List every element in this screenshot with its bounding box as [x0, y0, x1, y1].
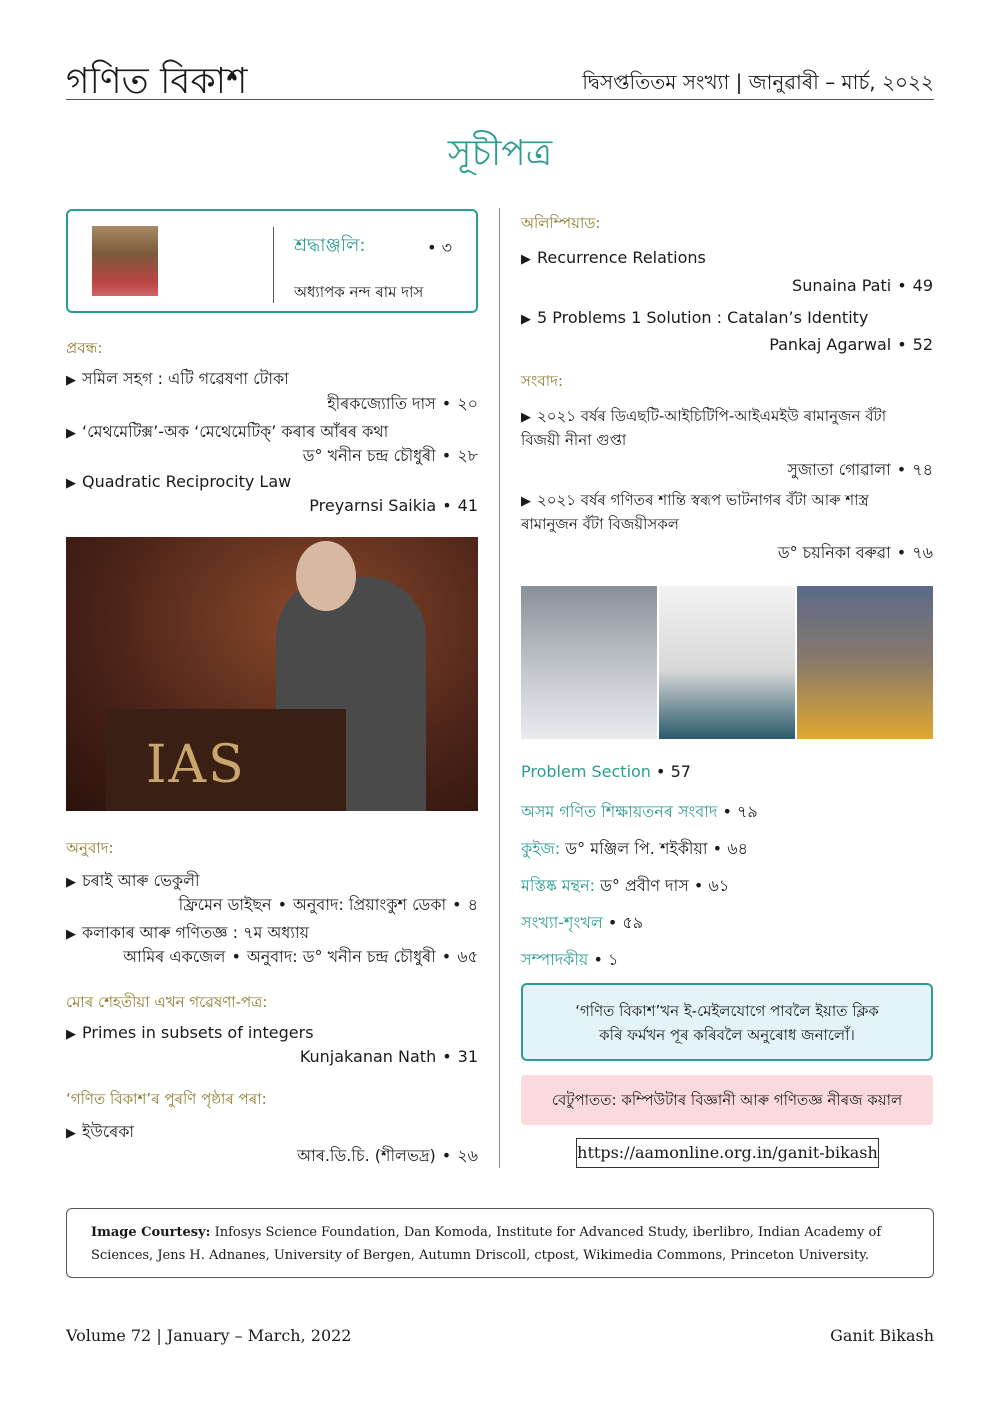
- website-link[interactable]: https://aamonline.org.in/ganit-bikash: [576, 1138, 879, 1168]
- toc-entry[interactable]: ▶ ‘মেথমেটিক্স’-অক ‘মেথেমেটিক্’ কৰাৰ আঁৰৰ কথা: [66, 422, 389, 441]
- triangle-icon: ▶: [66, 1027, 76, 1042]
- triangle-icon: ▶: [66, 476, 76, 491]
- triangle-icon: ▶: [521, 410, 531, 425]
- toc-entry[interactable]: ▶ 5 Problems 1 Solution : Catalan’s Identity: [521, 308, 869, 327]
- toc-entry[interactable]: ▶ ইউৰেকা: [66, 1122, 135, 1141]
- toc-entry[interactable]: ▶ কলাকাৰ আৰু গণিতজ্ঞ : ৭ম অধ্যায়: [66, 923, 310, 942]
- toc-entry[interactable]: ▶ চৰাই আৰু ভেকুলী: [66, 871, 200, 890]
- toc-author: Sunaina Pati • 49: [792, 276, 933, 295]
- award-winners-photos: [521, 586, 933, 739]
- cover-note: বেটুপাতত: কম্পিউটাৰ বিজ্ঞানী আৰু গণিতজ্ঞ নীৰজ কয়াল: [521, 1075, 933, 1125]
- toc-author: ড° খনীন চন্দ্ৰ চৌধুৰী • ২৮: [302, 446, 478, 465]
- toc-author: সুজাতা গোৱালা • ৭৪: [787, 460, 933, 479]
- section-heading-probondho: প্ৰবন্ধ:: [66, 339, 103, 357]
- link-aam-news[interactable]: অসম গণিত শিক্ষায়তনৰ সংবাদ • ৭৯: [521, 802, 758, 821]
- issue-info: দ্বিসপ্ততিতম সংখ্যা | জানুৱাৰী – মাৰ্চ, ২০২২: [582, 70, 934, 94]
- section-heading-research: মোৰ শেহতীয়া এখন গৱেষণা-পত্ৰ:: [66, 993, 268, 1011]
- toc-author: আৰ.ডি.চি. (শীলভদ্ৰ) • ২৬: [297, 1146, 478, 1165]
- podium-logo: IAS: [146, 735, 246, 795]
- section-heading-news: সংবাদ:: [521, 372, 563, 390]
- image-courtesy: [66, 1208, 934, 1278]
- toc-entry-continued: ৰামানুজন বঁটা বিজয়ীসকল: [521, 515, 679, 533]
- toc-entry[interactable]: ▶ Recurrence Relations: [521, 248, 706, 267]
- triangle-icon: ▶: [66, 927, 76, 942]
- footer-volume: Volume 72 | January – March, 2022: [66, 1326, 352, 1345]
- courtesy-label: Image Courtesy:: [91, 1225, 211, 1240]
- triangle-icon: ▶: [521, 312, 531, 327]
- toc-author: আমিৰ একজেল • অনুবাদ: ড° খনীন চন্দ্ৰ চৌধুৰী • ৬৫: [123, 947, 478, 966]
- toc-author: Kunjakanan Nath • 31: [299, 1047, 478, 1066]
- toc-entry[interactable]: ▶ ২০২১ বৰ্ষৰ ডিএছটি-আইচিটিপি-আইএমইউ ৰামানুজন বঁটা: [521, 407, 887, 425]
- triangle-icon: ▶: [66, 426, 76, 441]
- toc-author: Pankaj Agarwal • 52: [769, 335, 933, 354]
- column-divider: [499, 208, 500, 1168]
- winner-photo-3: [797, 586, 933, 739]
- courtesy-text: Infosys Science Foundation, Dan Komoda, Institute for Advanced Study, iberlibro, Indian Academy of Sciences, Jens H. Adnanes, University of Bergen, Autumn Driscoll, ctpost, Wikimedia Commons, Princeton University.: [91, 1225, 882, 1263]
- toc-author: ফ্ৰিমেন ডাইছন • অনুবাদ: প্ৰিয়াংকুশ ডেকা • ৪: [178, 895, 478, 914]
- section-heading-olympiad: অলিম্পিয়াড:: [521, 214, 601, 232]
- email-subscribe-line2: কৰি ফৰ্মখন পূৰ কৰিবলৈ অনুৰোধ জনালোঁ।: [599, 1026, 855, 1044]
- tribute-page: • ৩: [427, 238, 452, 257]
- toc-entry[interactable]: ▶ Quadratic Reciprocity Law: [66, 472, 292, 491]
- toc-entry[interactable]: ▶ Primes in subsets of integers: [66, 1023, 314, 1042]
- triangle-icon: ▶: [521, 252, 531, 267]
- link-brainstorm[interactable]: মস্তিষ্ক মন্থন: ড° প্ৰবীণ দাস • ৬১: [521, 876, 730, 895]
- section-heading-old-page: ‘গণিত বিকাশ’ৰ পুৰণি পৃষ্ঠাৰ পৰা:: [66, 1090, 267, 1108]
- email-subscribe-box[interactable]: [521, 983, 933, 1061]
- triangle-icon: ▶: [521, 494, 531, 509]
- triangle-icon: ▶: [66, 875, 76, 890]
- footer-title: Ganit Bikash: [830, 1326, 934, 1345]
- link-number-chain[interactable]: সংখ্যা-শৃংখল • ৫৯: [521, 913, 644, 932]
- toc-author: ড° চয়নিকা বৰুৱা • ৭৬: [777, 543, 933, 562]
- winner-photo-2: [659, 586, 797, 739]
- link-quiz[interactable]: কুইজ: ড° মঞ্জিল পি. শইকীয়া • ৬৪: [521, 839, 748, 858]
- magazine-title: গণিত বিকাশ: [66, 61, 248, 102]
- photo-head: [296, 541, 356, 611]
- toc-entry[interactable]: ▶ ২০২১ বৰ্ষৰ গণিতৰ শান্তি স্বৰূপ ভাটনাগৰ বঁটা আৰু শাস্ত্ৰ: [521, 491, 869, 509]
- triangle-icon: ▶: [66, 1126, 76, 1141]
- triangle-icon: ▶: [66, 373, 76, 388]
- link-editorial[interactable]: সম্পাদকীয় • ১: [521, 950, 619, 969]
- email-subscribe-line1: ‘গণিত বিকাশ’খন ই-মেইলযোগে পাবলৈ ইয়াত ক্লিক: [575, 1002, 879, 1020]
- toc-entry[interactable]: ▶ সমিল সহগ : এটি গৱেষণা টোকা: [66, 369, 289, 388]
- tribute-name: অধ্যাপক নন্দ ৰাম দাস: [294, 283, 424, 301]
- toc-entry-continued: বিজয়ী নীনা গুপ্তা: [521, 431, 627, 449]
- winner-photo-1: [521, 586, 659, 739]
- toc-author: হীৰকজ্যোতি দাস • ২০: [327, 394, 478, 413]
- ias-lecture-photo: [66, 537, 478, 811]
- section-heading-anubad: অনুবাদ:: [66, 839, 114, 857]
- toc-author: Preyarnsi Saikia • 41: [309, 496, 478, 515]
- tribute-label: শ্ৰদ্ধাঞ্জলি:: [294, 235, 366, 256]
- toc-title: সূচীপত্ৰ: [447, 133, 553, 174]
- link-problem-section[interactable]: Problem Section • 57: [521, 762, 691, 781]
